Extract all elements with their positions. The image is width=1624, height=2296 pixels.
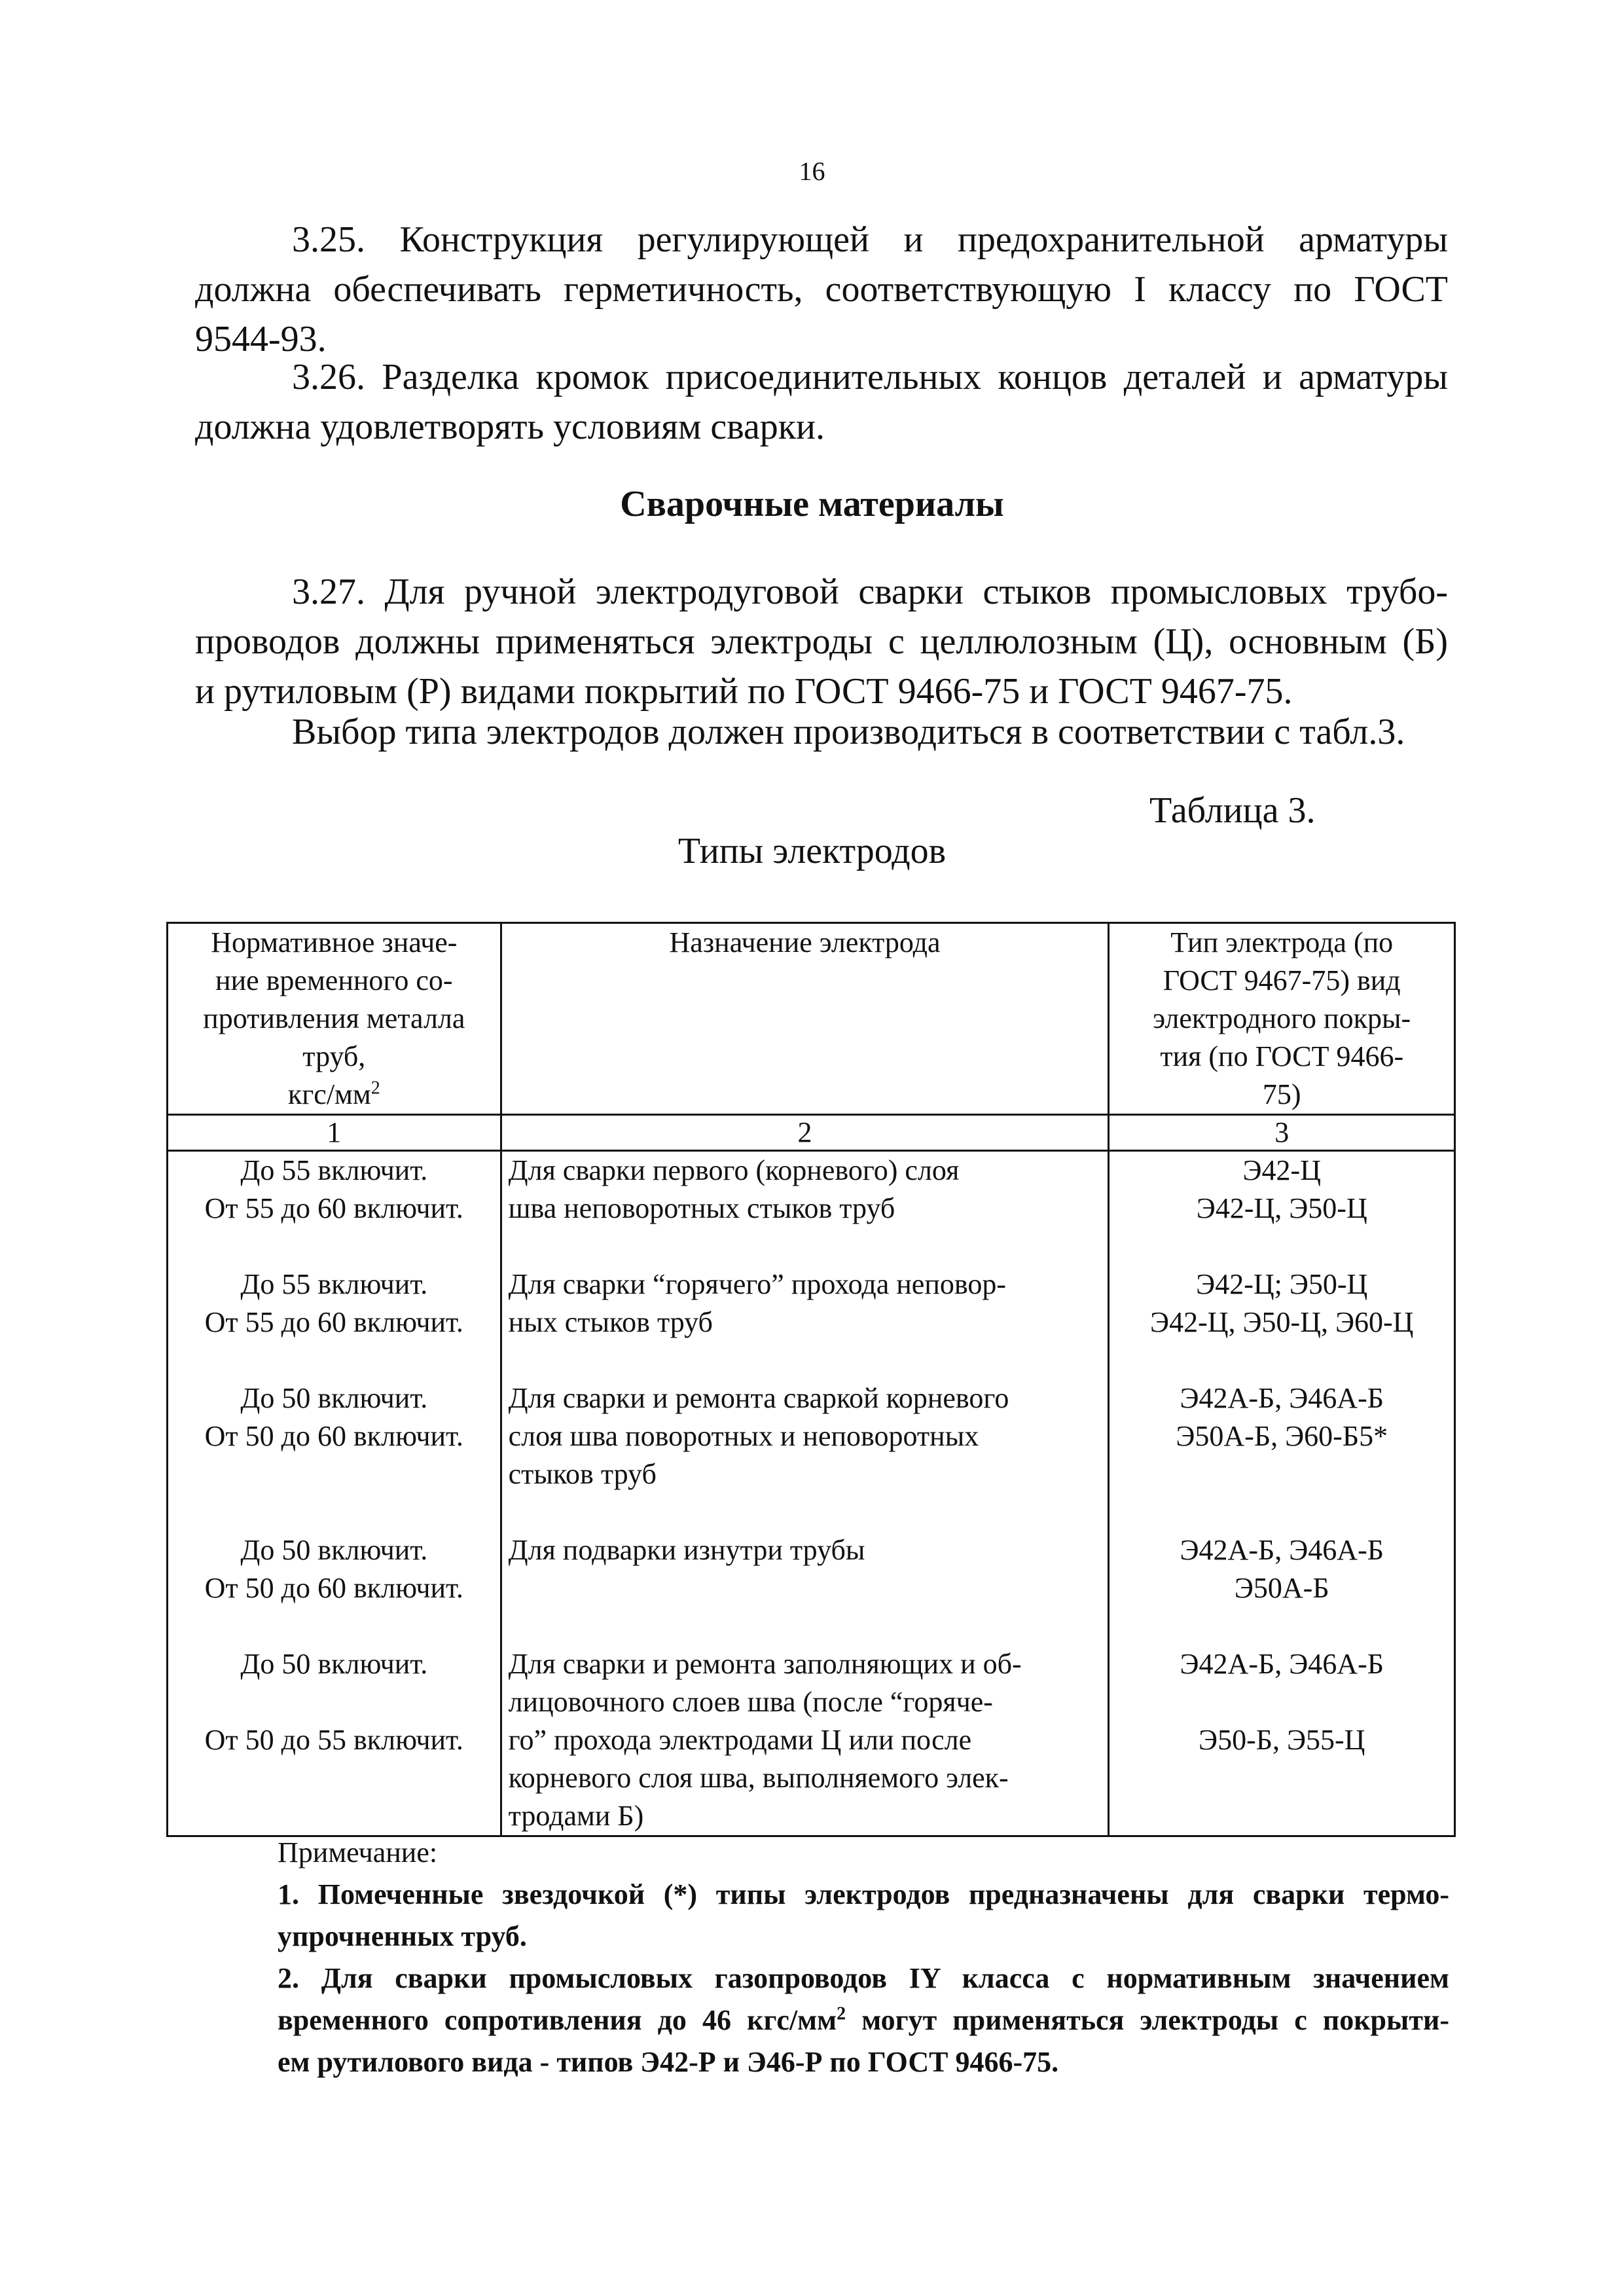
header-cell-strength	[168, 923, 501, 1115]
header-text: Назначение электрода	[669, 926, 941, 958]
note-text: временного сопротивления до 46 кгс/мм	[278, 2004, 837, 2036]
cell-line: Э42-Ц, Э50-Ц	[1196, 1192, 1367, 1224]
table-label: Таблица 3.	[1149, 790, 1316, 831]
cell-line: Для сварки “горячего” прохода неповор-	[508, 1268, 1007, 1300]
purpose-column	[501, 1151, 1109, 1836]
cell-line: Для сварки и ремонта заполняющих и об-	[508, 1648, 1022, 1680]
cell-line: Э42-Ц	[1242, 1154, 1321, 1186]
cell-line: До 50 включит.	[240, 1382, 428, 1414]
cell-line: От 55 до 60 включит.	[204, 1306, 463, 1338]
table-title: Типы электродов	[677, 831, 947, 871]
cell-line: лицовочного слоев шва (после “горяче-	[508, 1686, 993, 1718]
header-text: противления металла	[203, 1002, 465, 1034]
header-cell-type	[1109, 923, 1455, 1115]
page-number: 16	[799, 156, 825, 186]
cell-line: Э42А-Б, Э46А-Б	[1180, 1648, 1384, 1680]
text-line: проводов должны применяться электроды с целлюлозным (Ц), основным (Б)	[195, 621, 1448, 662]
cell-line	[175, 1683, 494, 1721]
table-group	[1116, 1152, 1447, 1228]
header-cell-purpose	[501, 923, 1109, 1115]
table-group	[175, 1379, 494, 1493]
notes-section	[278, 1832, 1449, 2083]
paragraph-3-25	[195, 215, 1448, 364]
paragraph-3-27	[195, 567, 1448, 716]
cell-line: Э50А-Б, Э60-Б5*	[1176, 1420, 1388, 1452]
superscript: 2	[370, 1078, 380, 1099]
cell-line	[1116, 1797, 1447, 1835]
cell-line: До 50 включит.	[240, 1534, 428, 1566]
note-2-line	[278, 1999, 1449, 2041]
table-group	[1116, 1531, 1447, 1607]
text-line: 3.26. Разделка кромок присоединительных концов деталей и арматуры	[292, 357, 1448, 397]
cell-line: ных стыков труб	[508, 1306, 713, 1338]
header-text: ние временного со-	[215, 964, 453, 996]
note-1-line: 1. Помеченные звездочкой (*) типы электродов предназначены для сварки термо-	[278, 1878, 1449, 1910]
text-line: должна удовлетворять условиям сварки.	[195, 407, 825, 447]
cell-line	[175, 1797, 494, 1835]
paragraph-3-26	[195, 352, 1448, 452]
table-group	[509, 1152, 1102, 1228]
cell-line: Э42-Ц, Э50-Ц, Э60-Ц	[1150, 1306, 1414, 1338]
header-unit: кгс/мм	[287, 1078, 371, 1110]
cell-line: До 55 включит.	[240, 1154, 428, 1186]
superscript: 2	[837, 2003, 846, 2024]
note-text: могут применяться электроды с покрыти-	[846, 2004, 1450, 2036]
column-number: 1	[168, 1115, 501, 1151]
note-1-line: упрочненных труб.	[278, 1920, 527, 1952]
cell-line: Для сварки первого (корневого) слоя	[508, 1154, 960, 1186]
cell-line: шва неповоротных стыков труб	[508, 1192, 895, 1224]
header-text: Тип электрода (по	[1170, 926, 1394, 958]
table-group	[175, 1531, 494, 1607]
notes-title: Примечание:	[278, 1836, 438, 1868]
cell-line: тродами Б)	[508, 1800, 644, 1832]
cell-line: слоя шва поворотных и неповоротных	[508, 1420, 979, 1452]
cell-line	[1116, 1759, 1447, 1797]
table-header-row	[168, 923, 1455, 1115]
text-line: 3.27. Для ручной электродуговой сварки стыков промысловых трубо-	[292, 572, 1448, 612]
cell-line: стыков труб	[508, 1458, 657, 1490]
table-group	[1116, 1645, 1447, 1835]
text-line: и рутиловым (Р) видами покрытий по ГОСТ 9466-75 и ГОСТ 9467-75.	[195, 671, 1293, 712]
cell-line: От 50 до 55 включит.	[204, 1724, 463, 1756]
cell-line: До 55 включит.	[240, 1268, 428, 1300]
cell-line: От 50 до 60 включит.	[204, 1420, 463, 1452]
column-number: 3	[1109, 1115, 1455, 1151]
text-line: 9544-93.	[195, 319, 327, 359]
table-group	[1116, 1379, 1447, 1493]
header-text	[175, 1076, 494, 1114]
cell-line: От 55 до 60 включит.	[204, 1192, 463, 1224]
header-text: труб,	[302, 1040, 366, 1072]
cell-line: го” прохода электродами Ц или после	[508, 1724, 972, 1756]
note-2-line: 2. Для сварки промысловых газопроводов IY класса с нормативным значением	[278, 1962, 1449, 1994]
header-text: 75)	[1262, 1078, 1301, 1110]
text-line: должна обеспечивать герметичность, соответствующую I классу по ГОСТ	[195, 269, 1448, 310]
header-text: Нормативное значе-	[211, 926, 458, 958]
table-group	[175, 1645, 494, 1835]
cell-line: От 50 до 60 включит.	[204, 1572, 463, 1604]
section-heading: Сварочные материалы	[620, 484, 1004, 524]
column-number: 2	[501, 1115, 1109, 1151]
paragraph-3-27-b	[195, 707, 1448, 757]
table-group	[509, 1531, 1102, 1607]
cell-line: Э50-Б, Э55-Ц	[1199, 1724, 1365, 1756]
cell-line	[1116, 1455, 1447, 1493]
header-text: электродного покры-	[1153, 1002, 1411, 1034]
cell-line: Э42-Ц; Э50-Ц	[1196, 1268, 1368, 1300]
table-group	[509, 1645, 1102, 1835]
cell-line	[175, 1759, 494, 1797]
cell-line: Э42А-Б, Э46А-Б	[1180, 1382, 1384, 1414]
table-group	[175, 1266, 494, 1341]
text-line: 3.25. Конструкция регулирующей и предохранительной арматуры	[292, 219, 1448, 260]
header-text: тия (по ГОСТ 9466-	[1160, 1040, 1404, 1072]
cell-line: Э50А-Б	[1234, 1572, 1329, 1604]
table-group	[1116, 1266, 1447, 1341]
header-text: ГОСТ 9467-75) вид	[1163, 964, 1401, 996]
strength-column	[168, 1151, 501, 1836]
table-body-row	[168, 1151, 1455, 1836]
note-2-line: ем рутилового вида - типов Э42-Р и Э46-Р по ГОСТ 9466-75.	[278, 2046, 1059, 2078]
table-group	[175, 1152, 494, 1228]
table-group	[509, 1379, 1102, 1493]
cell-line: Для сварки и ремонта сваркой корневого	[508, 1382, 1009, 1414]
cell-line	[175, 1455, 494, 1493]
electrode-types-table	[166, 922, 1456, 1837]
cell-line: Для подварки изнутри трубы	[508, 1534, 865, 1566]
cell-line	[509, 1569, 1102, 1607]
cell-line: корневого слоя шва, выполняемого элек-	[508, 1762, 1009, 1794]
cell-line: До 50 включит.	[240, 1648, 428, 1680]
electrode-type-column	[1109, 1151, 1455, 1836]
cell-line	[1116, 1683, 1447, 1721]
table-group	[509, 1266, 1102, 1341]
column-number-row	[168, 1115, 1455, 1151]
cell-line: Э42А-Б, Э46А-Б	[1180, 1534, 1384, 1566]
text-line: Выбор типа электродов должен производиться в соответствии с табл.3.	[292, 712, 1405, 752]
